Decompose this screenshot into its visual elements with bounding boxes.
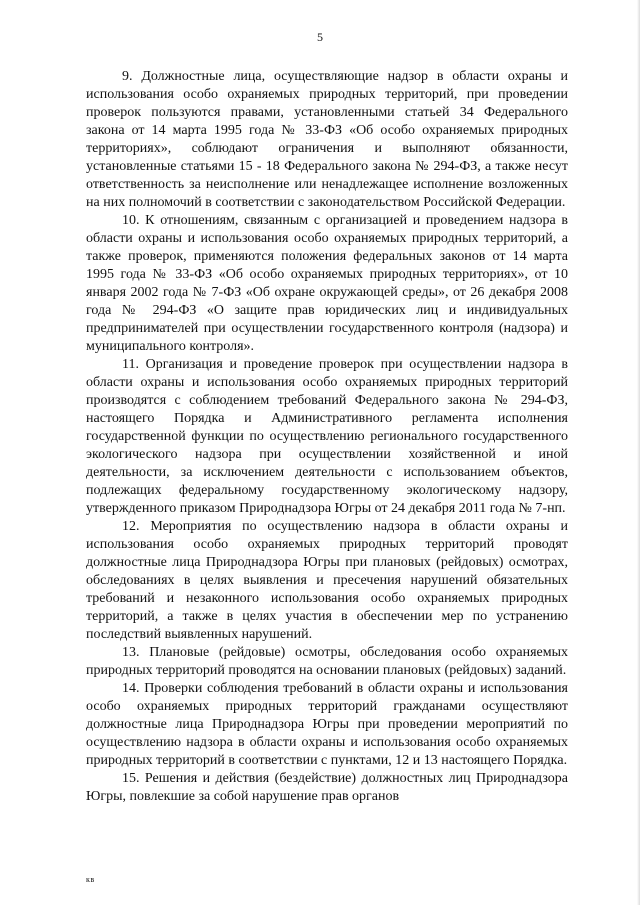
footer-mark: кв bbox=[86, 875, 95, 884]
paragraph-10: 10. К отношениям, связанным с организацией и проведением надзора в области охраны и использования особо охраняемых природных территорий, а также проверок, применяются положения федеральных законов от 14 марта 1995 года № 33-ФЗ «Об особо охраняемых природных территориях», от 10 января 2002 года № 7-ФЗ «Об охране окружающей среды», от 26 декабря 2008 года № 294-ФЗ «О защите прав юридических лиц и индивидуальных предпринимателей при осуществлении государственного контроля (надзора) и муниципального контроля». bbox=[86, 213, 568, 354]
page-number: 5 bbox=[317, 30, 323, 44]
paragraph-12: 12. Мероприятия по осуществлению надзора в области охраны и использования особо охраняемых природных территорий проводят должностные лица Природнадзора Югры при плановых (рейдовых) осмотрах, обследованиях в целях выявления и пресечения нарушений обязательных требований и незаконного использования особо охраняемых природных территорий, а также в целях участия в обеспечении мер по устранению последствий выявленных нарушений. bbox=[86, 519, 568, 642]
paragraph-13: 13. Плановые (рейдовые) осмотры, обследования особо охраняемых природных территорий проводятся на основании плановых (рейдовых) заданий. bbox=[86, 645, 568, 678]
paragraph-15: 15. Решения и действия (бездействие) должностных лиц Природнадзора Югры, повлекшие за собой нарушение прав органов bbox=[86, 771, 568, 804]
document-body bbox=[86, 68, 568, 806]
paragraph-9: 9. Должностные лица, осуществляющие надзор в области охраны и использования особо охраняемых природных территорий, при проведении проверок пользуются правами, установленными статьей 34 Федерального закона от 14 марта 1995 года № 33-ФЗ «Об особо охраняемых природных территориях», соблюдают ограничения и выполняют обязанности, установленные статьями 15 - 18 Федерального закона № 294-ФЗ, а также несут ответственность за неисполнение или ненадлежащее исполнение возложенных на них полномочий в соответствии с законодательством Российской Федерации. bbox=[86, 69, 568, 210]
paragraph-14: 14. Проверки соблюдения требований в области охраны и использования особо охраняемых природных территорий гражданами осуществляют должностные лица Природнадзора Югры при проведении мероприятий по осуществлению надзора в области охраны и использования особо охраняемых природных территорий в соответствии с пунктами, 12 и 13 настоящего Порядка. bbox=[86, 681, 568, 768]
paragraph-11: 11. Организация и проведение проверок при осуществлении надзора в области охраны и использования особо охраняемых природных территорий производятся с соблюдением требований Федерального закона № 294-ФЗ, настоящего Порядка и Административного регламента исполнения государственной функции по осуществлению регионального государственного экологического надзора при осуществлении хозяйственной и иной деятельности, за исключением деятельности с использованием объектов, подлежащих федеральному государственному экологическому надзору, утвержденного приказом Природнадзора Югры от 24 декабря 2011 года № 7-нп. bbox=[86, 357, 568, 516]
